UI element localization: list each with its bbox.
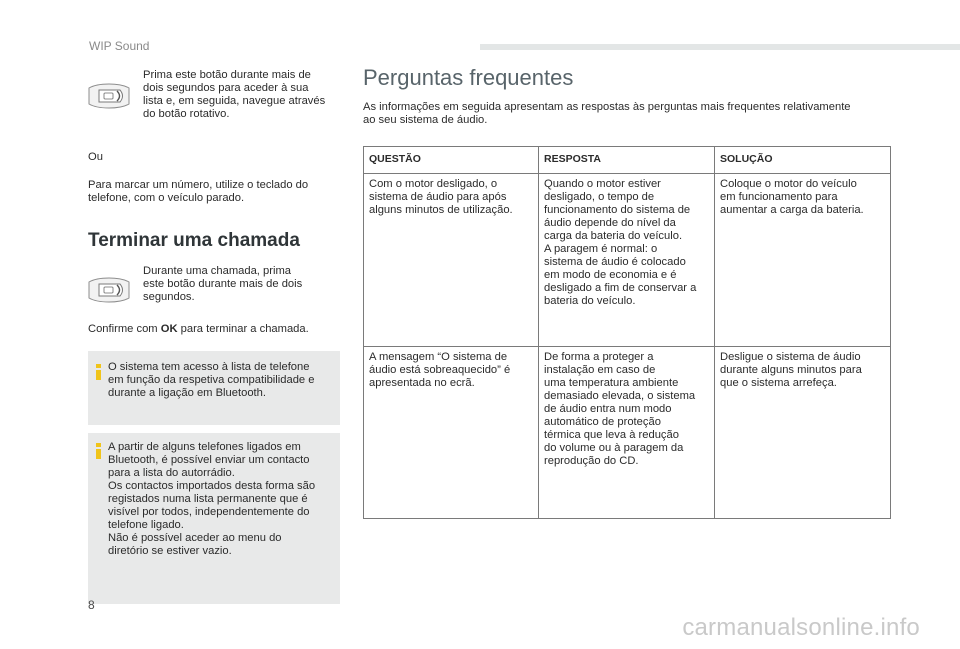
column-header-answer: RESPOSTA bbox=[539, 147, 715, 174]
solution-text: Coloque o motor do veículo em funcionamento para aumentar a carga da bateria. bbox=[720, 178, 864, 216]
answer-cell bbox=[539, 174, 715, 347]
end-call-title: Terminar uma chamada bbox=[88, 230, 300, 251]
table-header-row bbox=[364, 147, 891, 174]
question-cell bbox=[364, 174, 539, 347]
info-box-compatibility bbox=[88, 351, 340, 425]
page-number: 8 bbox=[88, 598, 95, 612]
header-bar bbox=[480, 44, 960, 50]
column-header-solution: SOLUÇÃO bbox=[715, 147, 891, 174]
confirm-instruction bbox=[88, 323, 309, 336]
faq-title: Perguntas frequentes bbox=[363, 65, 574, 90]
faq-intro: As informações em seguida apresentam as respostas às perguntas mais frequentes relativamente ao seu sistema de áudio. bbox=[363, 101, 851, 126]
question-cell bbox=[364, 347, 539, 519]
confirm-suffix: para terminar a chamada. bbox=[177, 323, 309, 335]
or-text: Ou bbox=[88, 151, 103, 163]
solution-cell bbox=[715, 174, 891, 347]
end-call-instruction: Durante uma chamada, prima este botão durante mais de dois segundos. bbox=[143, 265, 303, 303]
info-icon bbox=[96, 443, 101, 459]
answer-text: Quando o motor estiver desligado, o tempo de funcionamento do sistema de áudio depende do nível da carga da bateria do veículo. A paragem é normal: o sistema de áudio é colocado em modo de economia e é desligado a fim de conservar a bateria do veículo. bbox=[544, 178, 697, 307]
info-compatibility-text: O sistema tem acesso à lista de telefone em função da respetiva compatibilidade e durante a ligação em Bluetooth. bbox=[108, 361, 315, 399]
solution-cell bbox=[715, 347, 891, 519]
info-contacts-text: A partir de alguns telefones ligados em Bluetooth, é possível enviar um contacto para a lista do autorrádio. Os contactos importados desta forma são registados numa lista permanente que é visível por todos, independentemente do telefone ligado. Não é possível aceder ao menu do diretório se estiver vazio. bbox=[108, 441, 316, 557]
answer-text: De forma a proteger a instalação em caso de uma temperatura ambiente demasiado elevada, o sistema de áudio entra num modo automático de proteção térmica que leva à redução do volume ou à paragem da reprodução do CD. bbox=[544, 351, 696, 467]
faq-table bbox=[363, 146, 891, 519]
info-icon bbox=[96, 364, 101, 380]
steering-wheel-control-icon bbox=[86, 275, 132, 305]
table-row bbox=[364, 347, 891, 519]
answer-cell bbox=[539, 347, 715, 519]
question-text: A mensagem “O sistema de áudio está sobreaquecido” é apresentada no ecrã. bbox=[369, 351, 511, 389]
press-instruction: Prima este botão durante mais de dois segundos para aceder à sua lista e, em seguida, navegue através do botão rotativo. bbox=[143, 69, 326, 120]
watermark: carmanualsonline.info bbox=[682, 614, 920, 641]
ok-key-label: OK bbox=[160, 323, 178, 335]
dial-instruction: Para marcar um número, utilize o teclado do telefone, com o veículo parado. bbox=[88, 179, 309, 204]
confirm-prefix: Confirme com bbox=[88, 323, 161, 335]
question-text: Com o motor desligado, o sistema de áudio para após alguns minutos de utilização. bbox=[369, 178, 513, 216]
info-box-contacts bbox=[88, 433, 340, 604]
table-row bbox=[364, 174, 891, 347]
column-header-question: QUESTÃO bbox=[364, 147, 539, 174]
steering-wheel-control-icon bbox=[86, 81, 132, 111]
section-label: WIP Sound bbox=[89, 39, 150, 53]
solution-text: Desligue o sistema de áudio durante alguns minutos para que o sistema arrefeça. bbox=[720, 351, 862, 389]
